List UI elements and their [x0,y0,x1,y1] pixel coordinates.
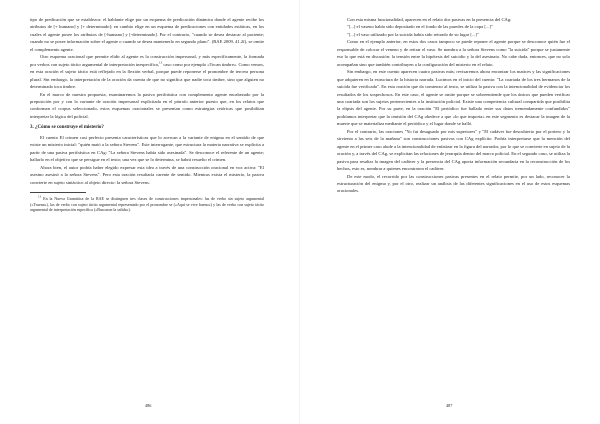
right-text-column [337,16,570,195]
body-paragraph: Con esta misma funcionalidad, aparecen en el relato dos pasivas en la presencia del CAg: [347,17,512,22]
body-paragraph: Sin embargo, en este cuento aparecen cuatro pasivas más; revisaremos ahora encontrar los matices y las significaciones que adquieren en la estructura de la historia narrada. Lucimos en el inicio del cuento: "La coartada de los tres hermanos de la suicida fue verificada". En esta oración que da comienzo al texto, se utiliza la pasiva con la intencionalidad de evidenciar los resultados de los sospechosos. En este caso, el agente se omite porque se sobreentiende que los únicos que pueden verificar una coartada son los sujetos pertenecientes a la institución policial. Existe una competencia cultural compartida que posibilita la elipsis del agente. Por su parte, en la oración "El periódico fue hallado entre sus datos tremendamente confundidos" podríamos interpretar que la omisión del CAg obedece a que «lo que importa» en este segmento es destacar la imagen de la muerte que se materializa mediante el periódico y el lugar donde se halló. [337,69,570,127]
left-text-column [30,16,264,213]
body-paragraph: Por el contrario, las oraciones "Yo fui desaguado por mis superiores" y "El cadáver fue descubierto por el portero y la sirvienta a las seis de la mañana" son construcciones pasivas con CAg explícito. Podría interpretarse que la mención del agente en el primer caso alude a la intencionalidad de enfatizar en la figura del narrador, por lo que se convierte en sujeto de la oración y, a través del CAg, se explicitan las relaciones de jerarquía dentro del marco policial. En el segundo caso, se utiliza la pasiva para resaltar la imagen del cadáver y la presencia del CAg aporta información secundaria en la reconstrucción de los hechos, esto es, nombrar a quienes encontraron el cadáver. [337,128,570,172]
body-paragraph: Como en el ejemplo anterior, en estos dos casos tampoco se puede reponer el agente porque se desconoce quién fue el responsable de colocar el veneno y de retirar el vaso. Se nombra a la señora Stevens como "la suicida" porque se justamente eso lo que está en discusión: la tensión entre la hipótesis del suicidio y la del asesinato. No cabe duda, entonces, que no solo acompañan sino que también contribuyen a la configuración del misterio en el relato. [337,39,570,67]
page-number: 486 [145,403,152,408]
footnote [30,196,264,213]
body-paragraph: tipo de predicación que se establezca: el hablante elige por un esquema de predicación dinámica donde el agente recibe los atributos de [+ humano] y [+ determinado]; en cambio elige en un esquema de predicaciones con entidades estáticas, en los cuales el agente posee los atributos de [-humano] y [-determinado]. Por el contrario, "cuando se desea destacar al paciente; cuando no se posee información sobre el agente o cuando se desea mantenerlo en segundo plano". (RAE 2009, 41.2f), se omite el complemento agente. [30,17,264,52]
paragraph-text: Otro esquema oracional que permite elidir al agente es la construcción impersonal, y más específicamente, la formada por verbos con sujeto tácito argumental de interpretación inespecífica, [30,54,264,67]
body-paragraph: Ahora bien, el autor podría haber elegido expresar esta idea a través de una construcción oracional en voz activa: "El asesino asesinó a la señora Stevens". Pero esta oración resultaría carente de sentido. Mientras exista el misterio, la pasiva convierte en sujeto sintáctico al objeto directo: la señora Stevens. [30,164,264,185]
right-page [300,0,600,424]
section-heading: 3. ¿Cómo se construye el misterio? [30,125,104,131]
footnote-text: En la Nueva Gramática de la RAE se distinguen tres clases de construcciones impersonales: las de verbo sin sujeto argumental («Truena»), las de verbo con sujeto tácito argumental representado por el pronombre se («Aquí se vive bueno») y las de verbo con sujeto tácito argumental de interpretación específica («Buscaron la salida»). [30,195,264,213]
footnote-number: 13 [38,194,42,199]
footnote-rule [30,192,86,193]
block-quote: "[...] el vaseno había sido depositado en el fondo de las paredes de la copa [...]" [347,24,493,30]
footnote-reference[interactable]: 13 [158,60,163,65]
body-paragraph: En el marco de nuestra propuesta, examinaremos la pasiva perifrástica con complemento agente encabezado por la preposición por y con la variante de oración impersonal explicitada en el párrafo anterior puesto que, en los relatos que conforman el corpus seleccionado, estos esquemas oracionales se presentan como estrategias retóricas que posibilitan interpretar la lógica del policial. [30,91,264,119]
body-paragraph: El cuento El crimen casi perfecto presenta características que lo acercan a la variante de enigma en el sentido de que existe un misterio inicial: "quién mató a la señora Stevens". Este interrogante, que estructura la materia narrativa se explicita a partir de una pasiva perifrástica en CAg: "La señora Stevens había sido asesinada". Se desconoce el referente de un agente; hallarlo en el objetivo que se persigue en el texto; una vez que se lo determina, se habrá resuelto el crimen. [30,134,264,163]
body-paragraph: De este modo, el recorrido por las construcciones pasivas presentes en el relato permite, por un lado, reconocer la estructuración del enigma y, por el otro, realizar un análisis de las diferentes significaciones en el uso de estos esquemas oracionales. [337,173,570,194]
body-paragraph [30,53,264,90]
paragraph-text: caso como por ejemplo «Tocan timbre». Como vemos, en esta oración el sujeto tácito está reflejado en la flexión verbal, porque puede reponerse el pronombre de tercera persona plural. Sin embargo, la interpretación de la oración da cuenta de que no significa que nadie toca timbre, sino que alguien no determinado toca timbre. [30,61,265,90]
page-number: 487 [446,403,453,408]
block-quote: "[...] el vaso utilizado por la suicida había sido retirado de su lugar [...]" [347,31,479,37]
